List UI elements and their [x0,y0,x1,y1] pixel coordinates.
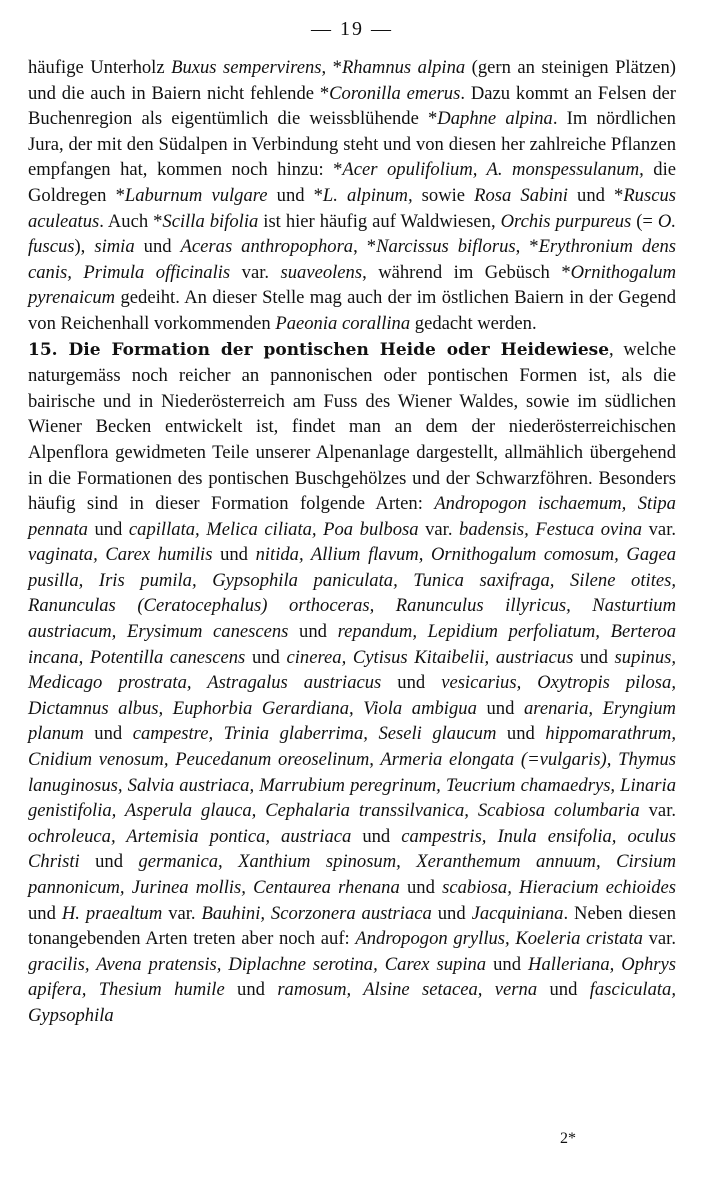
text-run: , * [515,236,539,258]
species-name: Andropogon gryllus, Koeleria cristata [355,928,643,950]
species-name: repandum, Lepidium perfoliatum, Berteroa incana, Potentilla canescens [28,621,676,668]
text-run: und [83,723,133,745]
species-name: Orchis purpureus [500,210,632,232]
text-run: und [28,902,62,924]
text-run: , welche naturgemäss noch reicher an pannonischen oder pontischen Formen ist, als die bairische und in Niederösterreich am Fuss des Wiener Waldes, sowie im südlichen Wiener Becken entwickelt ist, findet man an dem der niederösterreichischen Alpenflora gewidmeten Teile unserer Alpenanlage dargestellt, allmählich übergehend in die Formationen des pontischen Buschgehölzes und der Schwarzföhren. Besonders häufig sind in dieser Formation folgende Arten: [28,338,676,515]
text-run: und [381,672,442,694]
species-name: Aceras anthropophora [180,236,354,258]
text-run: gedeiht. An dieser Stelle mag auch der im östlichen Baiern in der Gegend von Reichenhall vorkommenden [28,287,676,334]
species-name: Ornithogalum pyrenaicum [28,261,676,309]
text-run: und [79,851,139,873]
species-name: Bauhini, Scorzonera austriaca [201,902,432,924]
text-run: . Auch * [99,210,163,232]
text-run: und * [567,184,624,206]
species-name: Coronilla emerus [329,82,461,104]
text-run: und [476,697,524,719]
species-name: Daphne alpina [437,108,553,130]
species-name: Jacquiniana [471,902,564,924]
text-run: häufige Unterholz [28,57,172,78]
text-run: und [399,877,443,898]
text-run: und [134,236,181,258]
text-run: und [87,518,129,540]
species-name: simia [94,236,135,258]
text-run: . Dazu kommt an Felsen der Buchenregion als eigentümlich die weissblühende * [28,82,676,130]
text-run: und [496,723,546,745]
species-name: ochroleuca, Artemisia pontica, austriaca [28,825,352,847]
text-run: ), [74,236,95,258]
paragraph-1 [28,55,676,337]
text-run: und * [267,184,323,206]
species-name: Erythronium dens canis, Primula officinalis [28,236,676,283]
species-name: H. praealtum [61,902,163,924]
species-name: capillata, Melica ciliata, Poa bulbosa [128,518,419,540]
text-run: var. [639,800,677,822]
text-run: var. [642,518,677,540]
species-name: Ruscus aculeatus [28,184,676,232]
text-run: var. [642,928,676,950]
text-run: (gern an steinigen Plätzen) und die auch in Baiern nicht fehlende * [28,57,676,104]
species-name: nitida, Allium flavum, Ornithogalum comosum, Gagea pusilla, Iris pumila, Gypsophila paniculata, Tunica saxifraga, Silene otites, Ranunculas (Ceratocephalus) orthoceras, Ranunculus illyricus, Nasturtium austriacum, Erysimum canescens [28,544,676,643]
text-run: und [486,953,529,975]
signature-mark: 2* [560,1130,576,1147]
species-name: gracilis, Avena pratensis, Diplachne serotina, Carex supina [28,953,487,975]
species-name: germanica, Xanthium spinosum, Xeranthemum annuum, Cirsium pannonicum, Jurinea mollis, Centaurea rhenana [28,851,677,898]
species-name: cinerea, Cytisus Kitaibelii, austriacus [286,646,574,668]
text-run: gedacht werden. [410,312,537,334]
text-run: . Im nördlichen Jura, der mit den Südalpen in Verbindung steht und von diesen her zahlreiche Pflanzen empfangen hat, kommen noch hinzu: * [28,108,676,181]
text-run: sowie [412,184,475,206]
species-name: Halleriana, Ophrys apifera, Thesium humile [28,953,677,1001]
species-name: Rhamnus alpina [341,57,466,78]
species-name: Acer opulifolium, A. monspessulanum, [342,159,644,181]
species-name: scabiosa, Hieracium echioides [442,877,677,898]
species-name: Laburnum vulgare [124,184,268,206]
species-name: arenaria, Eryngium planum [28,697,676,745]
text-run: und [288,621,338,643]
text-run: , * [353,236,377,258]
species-name: Narcissus biflorus [376,236,516,258]
text-run: ist hier häufig auf Waldwiesen, [258,210,501,232]
page [28,18,676,1029]
species-name: Buxus sempervirens [171,57,322,78]
text-run: und [573,646,615,668]
text-run: var. [230,261,281,283]
species-name: Rosa Sabini [474,184,568,206]
species-name: badensis, Festuca ovina [459,518,643,540]
paragraph-2 [28,337,676,1029]
text-run: und [212,544,256,566]
species-name: hippomarathrum, Cnidium venosum, Peucedanum oreoselinum, Armeria elongata (=vulgaris), Thymus lanuginosus, Salvia austriaca, Marrubium peregrinum, Teucrium chamaedrys, Linaria genistifolia, Asperula glauca, Cephalaria transsilvanica, Scabiosa columbaria [28,723,677,822]
text-run: und [431,902,472,924]
text-run: (= [631,210,658,232]
text-run: var. [418,518,460,540]
species-name: Scilla bifolia [162,210,259,232]
species-name: vesicarius, Oxytropis pilosa, Dictamnus albus, Euphorbia Gerardiana, Viola ambigua [28,672,676,719]
species-name: vaginata, Carex humilis [28,544,213,566]
page-number: — 19 — [311,18,393,40]
species-name: O. fuscus [28,210,676,258]
species-name: campestre, Trinia glaberrima, Seseli glaucum [132,723,497,745]
species-name: fasciculata, Gypsophila [28,979,676,1026]
species-name: ramosum, Alsine setacea, verna [277,979,538,1001]
text-run: , während im Gebüsch * [362,261,571,283]
text-run: und [224,979,278,1001]
text-run: und [351,825,402,847]
species-name: suaveolens [280,261,363,283]
text-run: . Neben diesen tonangebenden Arten treten aber noch auf: [28,902,677,950]
text-run: die Goldregen * [28,159,676,206]
species-name: campestris, Inula ensifolia, oculus Christi [28,825,676,873]
section-heading: 15. Die Formation der pontischen Heide oder Heidewiese [28,339,610,360]
species-name: L. alpinum, [322,184,413,206]
species-name: supinus, Medicago prostrata, Astragalus austriacus [28,646,677,694]
text-run: , * [321,57,342,78]
species-name: Paeonia corallina [275,312,411,334]
text-run: und [537,979,590,1001]
text-run: var. [162,902,202,924]
species-name: Andropogon ischaemum, Stipa pennata [28,493,676,540]
text-run: und [245,646,287,668]
